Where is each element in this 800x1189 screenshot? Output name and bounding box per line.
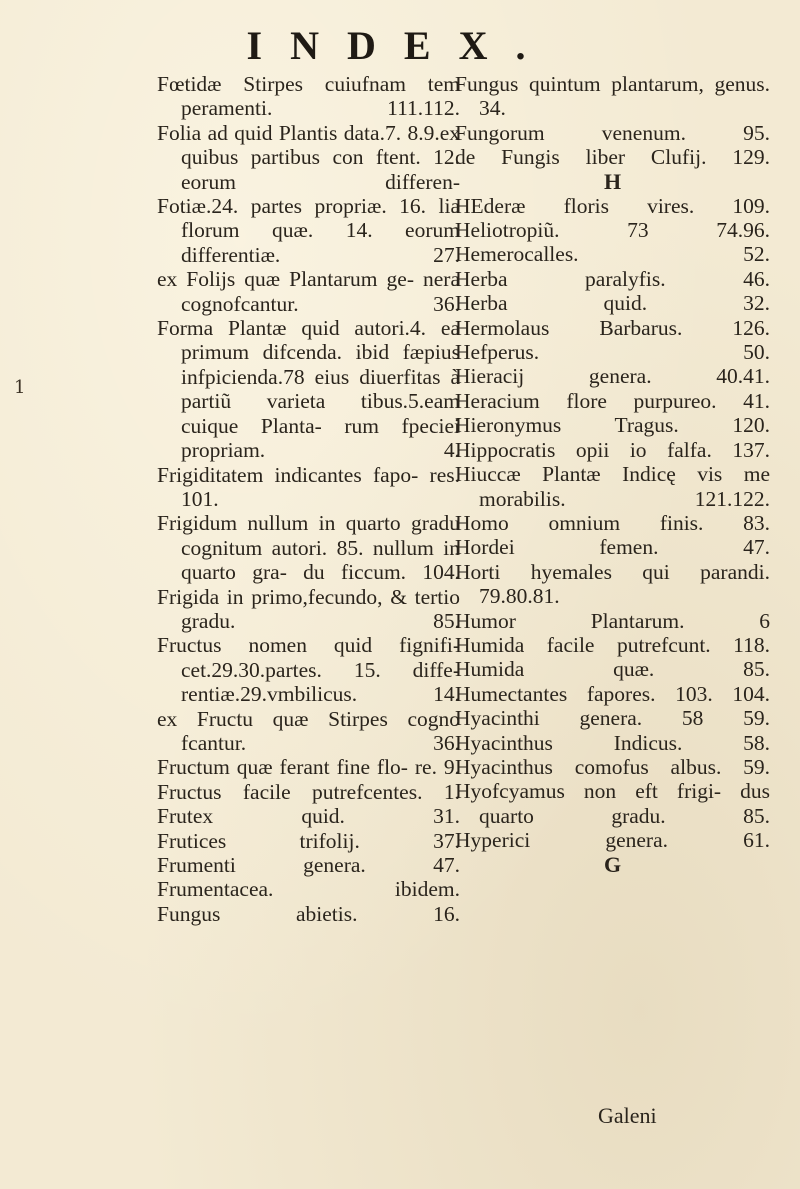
right-entry: Herba quid. 32. (455, 291, 770, 316)
right-entry: Hefperus. 50. (455, 340, 770, 365)
right-entry: Hemerocalles. 52. (455, 242, 770, 267)
catchword: Galeni (598, 1103, 657, 1128)
right-entry: Hyofcyamus non eft frigi- dus quarto gradu. 85. (455, 779, 770, 828)
left-entry: Frutices trifolij. 37. (157, 828, 460, 853)
right-entry: HEderæ floris vires. 109. (455, 193, 770, 218)
left-entry: Frigiditatem indicantes fapo- res. 101. (157, 462, 460, 511)
right-entry: Hiuccæ Plantæ Indicę vis me morabilis. 121.122. (455, 462, 770, 511)
page-title: INDEX. (246, 23, 554, 68)
right-entry: Hyacinthi genera. 58 59. (455, 706, 770, 731)
right-entry: Hordei femen. 47. (455, 535, 770, 560)
right-entry: Homo omnium finis. 83. (455, 510, 770, 535)
left-entry: Fructum quæ ferant fine flo- re. 9. (157, 755, 460, 780)
section-letter: H (603, 168, 622, 194)
left-entry: ex Folijs quæ Plantarum ge- nera cognofcantur. 36. (157, 267, 460, 316)
right-entry: de Fungis liber Clufij. 129. (455, 145, 770, 170)
left-entry: Frumentacea. ibidem. (157, 877, 460, 902)
left-entry: Fotiæ.24. partes propriæ. 16. lia florum quæ. 14. eorum differentiæ. 27. (157, 194, 460, 267)
left-entry: Fœtidæ Stirpes cuiufnam tem peramenti. 111.112. (157, 72, 460, 121)
left-entry: Folia ad quid Plantis data.7. 8.9.ex quibus partibus con ftent. 12. eorum differen- (157, 120, 460, 194)
left-entry: Frutex quid. 31. (157, 804, 460, 829)
right-entry: Fungorum venenum. 95. (455, 120, 770, 145)
right-entry: Hyacinthus comofus albus. 59. (455, 754, 770, 779)
right-column (455, 72, 770, 877)
right-entry: Fungus quintum plantarum, genus. 34. (455, 72, 770, 121)
left-column (157, 72, 460, 926)
right-entry: Hermolaus Barbarus. 126. (455, 315, 770, 340)
right-entry: Herba paralyfis. 46. (455, 266, 770, 291)
right-entry: Humida quæ. 85. (455, 657, 770, 682)
right-entry: Horti hyemales qui parandi. 79.80.81. (455, 559, 770, 609)
right-entry: Humida facile putrefcunt. 118. (455, 632, 770, 657)
left-entry: Fructus facile putrefcentes. 1. (157, 779, 460, 804)
right-entry: Hyacinthus Indicus. 58. (455, 730, 770, 755)
margin-mark: 1 (14, 377, 26, 398)
right-entry: Heliotropiũ. 73 74.96. (455, 218, 770, 243)
left-entry: ex Fructu quæ Stirpes cogno fcantur. 36. (157, 706, 460, 755)
left-entry: Fructus nomen quid fignifi- cet.29.30.partes. 15. diffe- rentiæ.29.vmbilicus. 14. (157, 633, 460, 707)
right-entry: Humectantes fapores. 103. 104. (455, 681, 770, 706)
left-entry: Frigida in primo,fecundo, & tertio gradu. 85. (157, 584, 460, 633)
right-entry: Humor Plantarum. 6 (455, 608, 770, 633)
right-entry: Heracium flore purpureo. 41. (455, 388, 770, 413)
left-entry: Frigidum nullum in quarto gradu cognitum autori. 85. nullum in quarto gra- du ficcum. 104. (157, 511, 460, 585)
left-entry: Frumenti genera. 47. (157, 853, 460, 877)
right-entry: Hieracij genera. 40.41. (455, 364, 770, 389)
right-entry: Hieronymus Tragus. 120. (455, 413, 770, 438)
section-letter: G (603, 851, 622, 877)
left-entry: Forma Plantæ quid autori.4. ea primum difcenda. ibid fæpius infpicienda.78 eius diuerfitas à partiũ varieta tibus.5.eam cuique Planta- rum fpeciei propriam. 4. (157, 316, 460, 463)
right-entry: Hippocratis opii io falfa. 137. (455, 437, 770, 462)
right-entry: Hyperici genera. 61. (455, 828, 770, 853)
left-entry: Fungus abietis. 16. (157, 901, 460, 926)
